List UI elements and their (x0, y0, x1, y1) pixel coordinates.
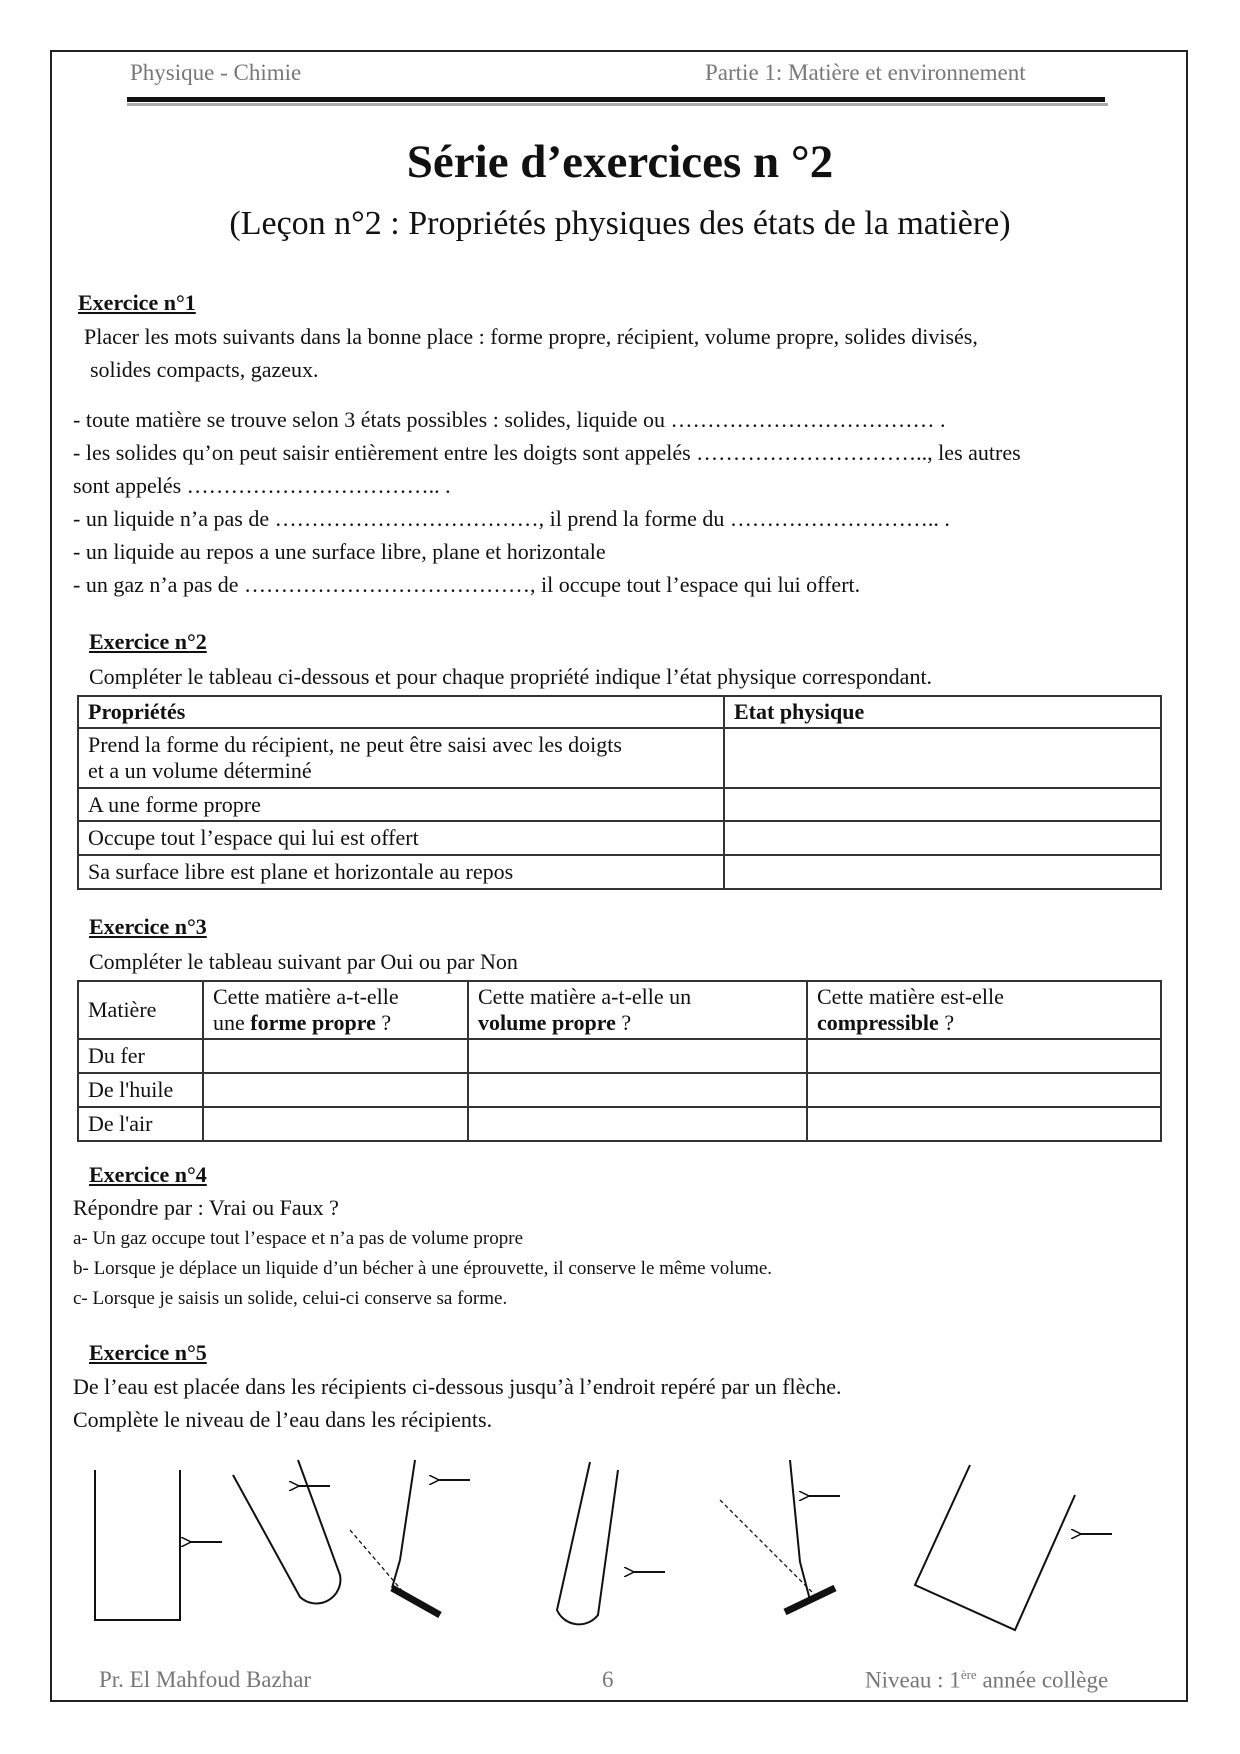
ex2-table (77, 695, 1162, 890)
container-2 (233, 1460, 340, 1604)
ex3-row3-volume[interactable] (468, 1107, 807, 1141)
ex3-col-compressible-line2 (817, 1010, 1151, 1036)
ex3-row2-matiere: De l'huile (78, 1073, 203, 1107)
ex1-line1: - toute matière se trouve selon 3 états possibles : solides, liquide ou ……………………………… . (73, 407, 946, 432)
ex3-heading: Exercice n°3 (89, 914, 207, 939)
ex1-line3: sont appelés …………………………….. . (73, 473, 451, 498)
ex3-row2-forme[interactable] (203, 1073, 468, 1107)
ex3-col-forme-une: une (213, 1010, 245, 1035)
ex1-intro-line2: solides compacts, gazeux. (90, 357, 319, 382)
ex4-heading: Exercice n°4 (89, 1162, 207, 1187)
container-3-base (392, 1588, 440, 1615)
ex3-instruction: Compléter le tableau suivant par Oui ou par Non (89, 949, 518, 974)
ex2-row3-property: Occupe tout l’espace qui lui est offert (78, 821, 724, 855)
ex3-col-compressible-bold: compressible (817, 1010, 939, 1035)
ex3-row1-matiere: Du fer (78, 1039, 203, 1073)
footer-level (865, 1667, 1108, 1694)
ex3-col-forme-qmark: ? (381, 1010, 392, 1035)
ex2-row2-property: A une forme propre (78, 788, 724, 821)
table-row (78, 788, 1161, 821)
ex2-col-etat: Etat physique (724, 696, 1161, 728)
container-3-tube (400, 1460, 415, 1560)
container-5-dashed (720, 1500, 815, 1595)
footer-author: Pr. El Mahfoud Bazhar (99, 1667, 312, 1692)
header-rule-shadow (127, 103, 1108, 106)
ex3-col-volume (468, 981, 807, 1039)
ex5-heading: Exercice n°5 (89, 1340, 207, 1365)
ex2-row1-line2: et a un volume déterminé (88, 758, 312, 783)
container-4 (557, 1462, 618, 1624)
ex3-col-compressible (807, 981, 1161, 1039)
footer-page-number: 6 (602, 1667, 614, 1692)
ex3-row3-matiere: De l'air (78, 1107, 203, 1141)
ex3-row2-compressible[interactable] (807, 1073, 1161, 1107)
ex3-col-volume-line2 (478, 1010, 797, 1036)
header-rule (127, 97, 1105, 102)
containers-figure (0, 1440, 1240, 1640)
ex4-item-a: a- Un gaz occupe tout l’espace et n’a pas de volume propre (73, 1228, 523, 1249)
ex2-row3-answer[interactable] (724, 821, 1161, 855)
ex2-instruction: Compléter le tableau ci-dessous et pour chaque propriété indique l’état physique correspondant. (89, 664, 933, 689)
ex2-row1-property (78, 728, 724, 788)
header-subject: Physique - Chimie (130, 60, 302, 85)
footer-level-prefix: Niveau : 1 (865, 1667, 961, 1693)
ex1-line4: - un liquide n’a pas de ………………………………, il prend la forme du ……………………….. . (73, 506, 950, 531)
ex3-row1-compressible[interactable] (807, 1039, 1161, 1073)
container-6 (915, 1465, 1075, 1630)
ex3-col-forme-bold: forme propre (250, 1010, 376, 1035)
ex1-intro-line1: Placer les mots suivants dans la bonne place : forme propre, récipient, volume propre, solides divisés, (84, 324, 978, 349)
ex3-row1-forme[interactable] (203, 1039, 468, 1073)
ex5-line1: De l’eau est placée dans les récipients ci-dessous jusqu’à l’endroit repéré par un flèche. (73, 1374, 842, 1399)
ex3-col-forme (203, 981, 468, 1039)
table-row (78, 1039, 1161, 1073)
ex2-row1-line1: Prend la forme du récipient, ne peut être saisi avec les doigts (88, 732, 622, 757)
page-subtitle: (Leçon n°2 : Propriétés physiques des états de la matière) (229, 205, 1011, 242)
ex3-col-forme-line1: Cette matière a-t-elle (213, 984, 399, 1009)
table-row (78, 1107, 1161, 1141)
ex3-row1-volume[interactable] (468, 1039, 807, 1073)
ex3-table (77, 980, 1162, 1142)
ex3-col-compressible-qmark: ? (944, 1010, 955, 1035)
footer-level-sup: ère (960, 1667, 977, 1682)
ex2-row2-answer[interactable] (724, 788, 1161, 821)
ex2-row1-answer[interactable] (724, 728, 1161, 788)
page-title: Série d’exercices n °2 (406, 136, 834, 188)
ex2-col-proprietes: Propriétés (78, 696, 724, 728)
ex4-item-c: c- Lorsque je saisis un solide, celui-ci conserve sa forme. (73, 1288, 508, 1309)
ex3-col-volume-qmark: ? (621, 1010, 632, 1035)
ex3-col-volume-line1: Cette matière a-t-elle un (478, 984, 692, 1009)
ex5-line2: Complète le niveau de l’eau dans les récipients. (73, 1407, 493, 1432)
ex4-instruction: Répondre par : Vrai ou Faux ? (73, 1195, 339, 1220)
ex1-line5: - un liquide au repos a une surface libre, plane et horizontale (73, 539, 606, 564)
ex1-heading: Exercice n°1 (78, 290, 196, 315)
ex3-col-matiere: Matière (78, 981, 203, 1039)
footer-level-suffix: année collège (976, 1667, 1109, 1693)
ex4-item-b: b- Lorsque je déplace un liquide d’un bécher à une éprouvette, il conserve le même volume. (73, 1258, 773, 1279)
ex3-row3-forme[interactable] (203, 1107, 468, 1141)
table-row (78, 1073, 1161, 1107)
ex2-row4-property: Sa surface libre est plane et horizontale au repos (78, 855, 724, 889)
ex1-line6: - un gaz n’a pas de …………………………………, il occupe tout l’espace qui lui offert. (73, 572, 861, 597)
container-1 (95, 1470, 180, 1620)
header-part: Partie 1: Matière et environnement (705, 60, 1026, 85)
table-row (78, 728, 1161, 788)
table-row (78, 855, 1161, 889)
ex2-row4-answer[interactable] (724, 855, 1161, 889)
ex2-heading: Exercice n°2 (89, 629, 207, 654)
ex1-line2: - les solides qu’on peut saisir entièrement entre les doigts sont appelés ………………………….., les autres (73, 440, 1021, 465)
ex3-col-volume-bold: volume propre (478, 1010, 616, 1035)
ex3-col-forme-line2 (213, 1010, 458, 1036)
ex3-row3-compressible[interactable] (807, 1107, 1161, 1141)
container-5-tube (790, 1460, 800, 1562)
ex3-col-compressible-line1: Cette matière est-elle (817, 984, 1004, 1009)
table-row (78, 821, 1161, 855)
ex3-row2-volume[interactable] (468, 1073, 807, 1107)
